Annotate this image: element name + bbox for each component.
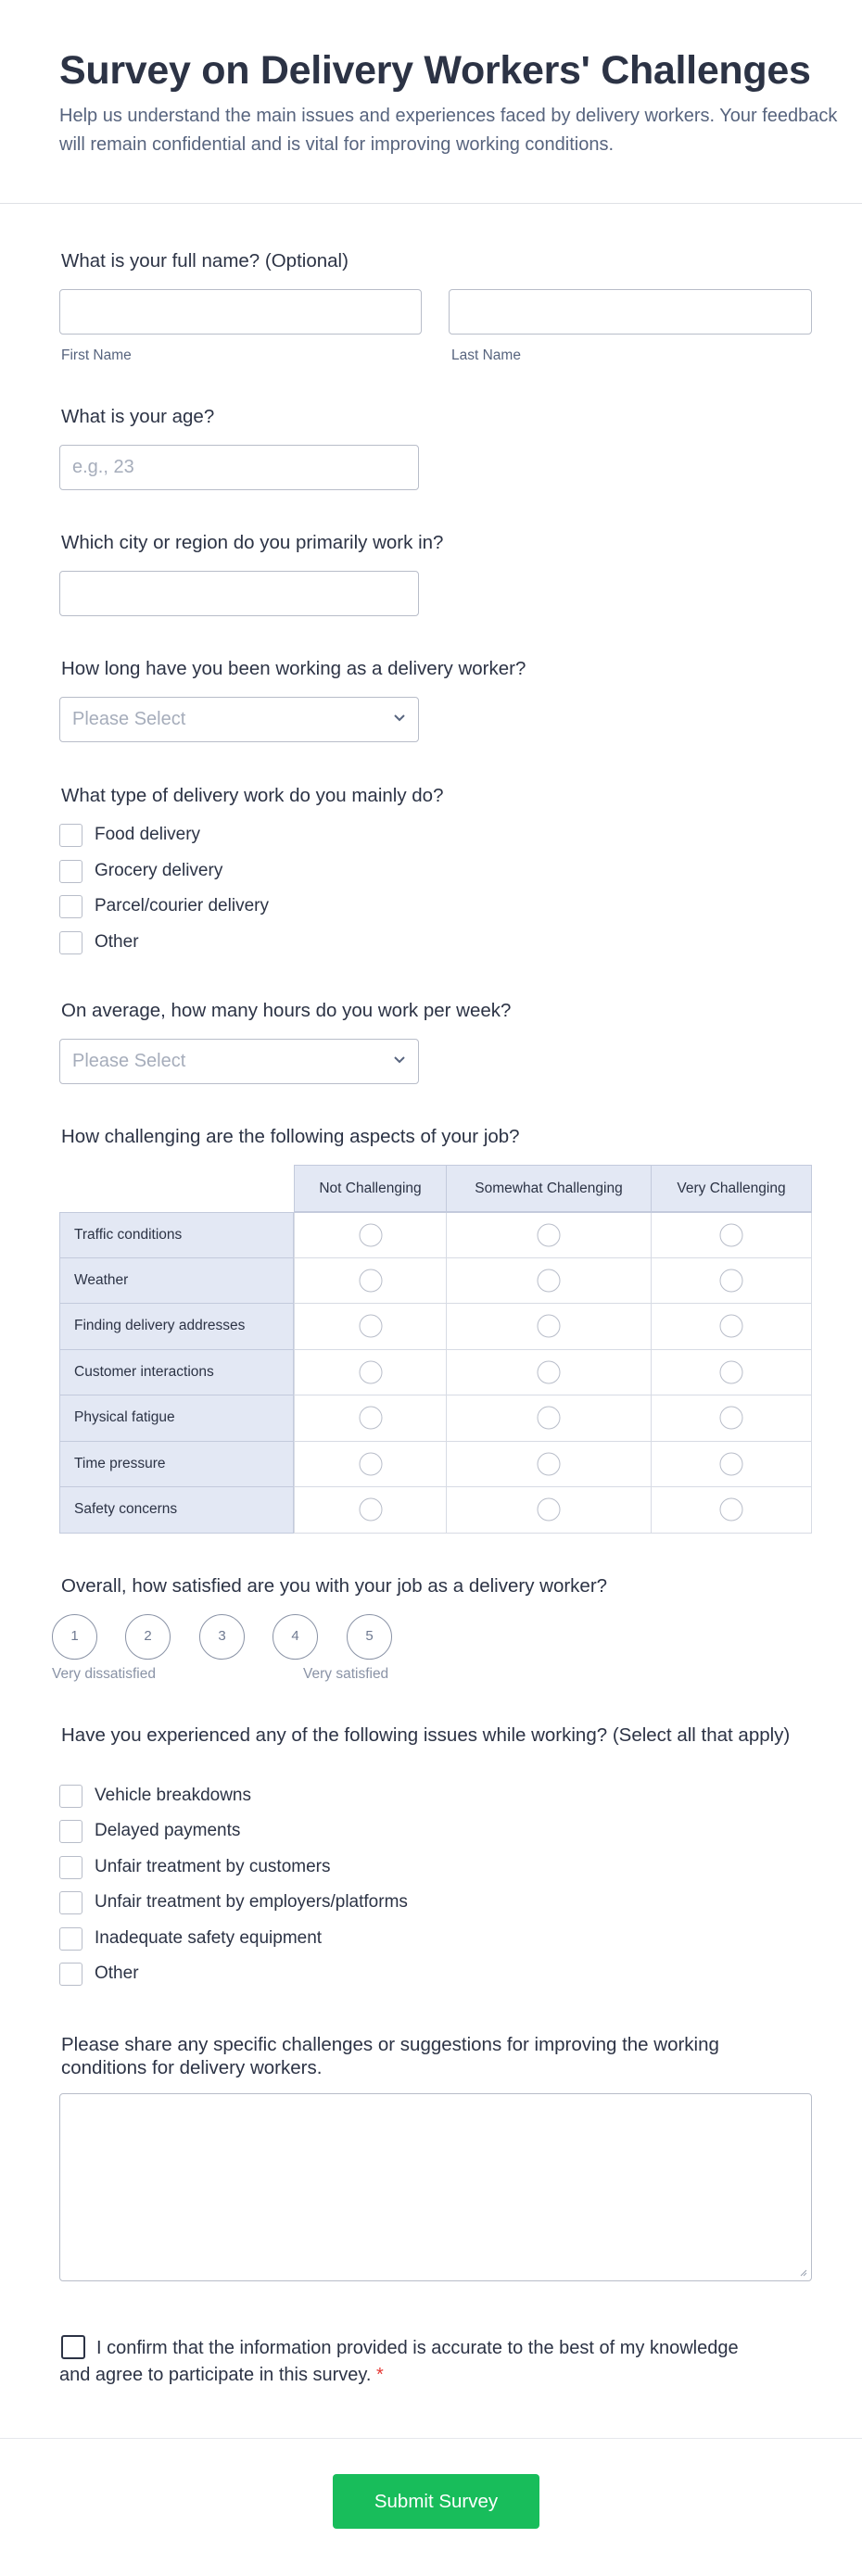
matrix-row [59, 1212, 812, 1258]
radio-button[interactable] [720, 1498, 743, 1522]
hours-select-placeholder: Please Select [72, 1051, 186, 1071]
matrix-row [59, 1487, 812, 1534]
city-question-label: Which city or region do you primarily work in? [61, 532, 444, 553]
work-type-question-label: What type of delivery work do you mainly do? [61, 785, 444, 806]
page-subtitle: Help us understand the main issues and experiences faced by delivery workers. Your feedback will remain confidential and is vital for improving working conditions. [59, 106, 838, 155]
submit-button[interactable]: Submit Survey [333, 2474, 539, 2529]
duration-question-label: How long have you been working as a delivery worker? [61, 658, 526, 679]
option-label: Parcel/courier delivery [95, 896, 269, 915]
challenge-matrix [59, 1165, 812, 1534]
checkbox[interactable] [59, 931, 82, 954]
option-label: Inadequate safety equipment [95, 1928, 323, 1948]
first-name-input[interactable] [59, 289, 422, 335]
option-label: Other [95, 1964, 139, 1983]
checkbox[interactable] [59, 1963, 82, 1986]
duration-select-placeholder: Please Select [72, 709, 186, 729]
option-label: Other [95, 932, 139, 952]
matrix-row-label: Physical fatigue [59, 1395, 294, 1442]
radio-button[interactable] [720, 1223, 743, 1246]
confirm-text: I confirm that the information provided is accurate to the best of my knowledge and agree to participate in this survey. [59, 2338, 739, 2385]
first-name-sublabel: First Name [61, 347, 132, 363]
last-name-input[interactable] [449, 289, 812, 335]
form-header [0, 0, 862, 204]
age-question-label: What is your age? [61, 406, 215, 427]
matrix-row-label: Traffic conditions [59, 1213, 294, 1258]
matrix-row [59, 1304, 812, 1350]
confirm-label [59, 2335, 745, 2389]
checkbox[interactable] [59, 1891, 82, 1914]
radio-button[interactable] [359, 1407, 382, 1430]
matrix-row-label: Finding delivery addresses [59, 1304, 294, 1350]
last-name-sublabel: Last Name [451, 347, 521, 363]
matrix-column-header: Somewhat Challenging [446, 1165, 652, 1212]
name-question-label: What is your full name? (Optional) [61, 250, 349, 271]
hours-select[interactable] [59, 1039, 419, 1084]
checkbox[interactable] [59, 1820, 82, 1843]
radio-button[interactable] [720, 1452, 743, 1475]
radio-button[interactable] [720, 1269, 743, 1292]
radio-button[interactable] [720, 1407, 743, 1430]
suggestions-textarea[interactable] [59, 2093, 812, 2281]
radio-button[interactable] [538, 1360, 561, 1383]
radio-button[interactable] [720, 1315, 743, 1338]
radio-button[interactable] [359, 1498, 382, 1522]
checkbox[interactable] [59, 824, 82, 847]
radio-button[interactable] [538, 1452, 561, 1475]
radio-button[interactable] [359, 1315, 382, 1338]
matrix-row [59, 1258, 812, 1305]
radio-button[interactable] [538, 1315, 561, 1338]
hours-question-label: On average, how many hours do you work per week? [61, 1000, 512, 1021]
option-label: Grocery delivery [95, 861, 223, 880]
radio-button[interactable] [538, 1223, 561, 1246]
matrix-column-header: Not Challenging [294, 1165, 447, 1212]
option-label: Food delivery [95, 825, 201, 844]
radio-button[interactable] [359, 1360, 382, 1383]
chevron-down-icon [392, 713, 407, 724]
matrix-column-header: Very Challenging [651, 1165, 812, 1212]
option-label: Delayed payments [95, 1821, 241, 1840]
matrix-row [59, 1350, 812, 1396]
matrix-row [59, 1442, 812, 1488]
issues-question-label: Have you experienced any of the following issues while working? (Select all that apply) [61, 1724, 791, 1746]
checkbox[interactable] [59, 1785, 82, 1808]
footer-divider [0, 2438, 862, 2439]
matrix-question-label: How challenging are the following aspects of your job? [61, 1126, 520, 1147]
radio-button[interactable] [538, 1498, 561, 1522]
rating-min-label: Very dissatisfied [52, 1666, 156, 1682]
rating-option-1[interactable]: 1 [52, 1614, 97, 1660]
rating-option-3[interactable]: 3 [199, 1614, 245, 1660]
radio-button[interactable] [720, 1360, 743, 1383]
matrix-row-label: Safety concerns [59, 1487, 294, 1534]
checkbox[interactable] [59, 1927, 82, 1951]
radio-button[interactable] [359, 1452, 382, 1475]
option-label: Unfair treatment by customers [95, 1857, 331, 1876]
required-asterisk: * [376, 2365, 384, 2385]
checkbox[interactable] [59, 860, 82, 883]
radio-button[interactable] [538, 1407, 561, 1430]
checkbox[interactable] [59, 1856, 82, 1879]
checkbox[interactable] [59, 895, 82, 918]
matrix-row [59, 1395, 812, 1442]
rating-option-4[interactable]: 4 [273, 1614, 318, 1660]
matrix-row-label: Customer interactions [59, 1350, 294, 1396]
radio-button[interactable] [538, 1269, 561, 1292]
resize-handle-icon[interactable] [798, 2267, 807, 2277]
option-label: Unfair treatment by employers/platforms [95, 1892, 408, 1912]
matrix-row-label: Time pressure [59, 1442, 294, 1488]
radio-button[interactable] [359, 1223, 382, 1246]
rating-option-2[interactable]: 2 [125, 1614, 171, 1660]
option-label: Vehicle breakdowns [95, 1786, 251, 1805]
duration-select[interactable] [59, 697, 419, 742]
radio-button[interactable] [359, 1269, 382, 1292]
rating-option-5[interactable]: 5 [347, 1614, 392, 1660]
suggestions-question-label: Please share any specific challenges or suggestions for improving the working conditions for delivery workers. [61, 2034, 719, 2078]
city-input[interactable] [59, 571, 419, 616]
chevron-down-icon [392, 1054, 407, 1066]
rating-max-label: Very satisfied [303, 1666, 389, 1682]
satisfaction-question-label: Overall, how satisfied are you with your job as a delivery worker? [61, 1575, 608, 1597]
matrix-row-label: Weather [59, 1258, 294, 1305]
page-title: Survey on Delivery Workers' Challenges [59, 48, 811, 93]
age-input[interactable]: e.g., 23 [59, 445, 419, 490]
